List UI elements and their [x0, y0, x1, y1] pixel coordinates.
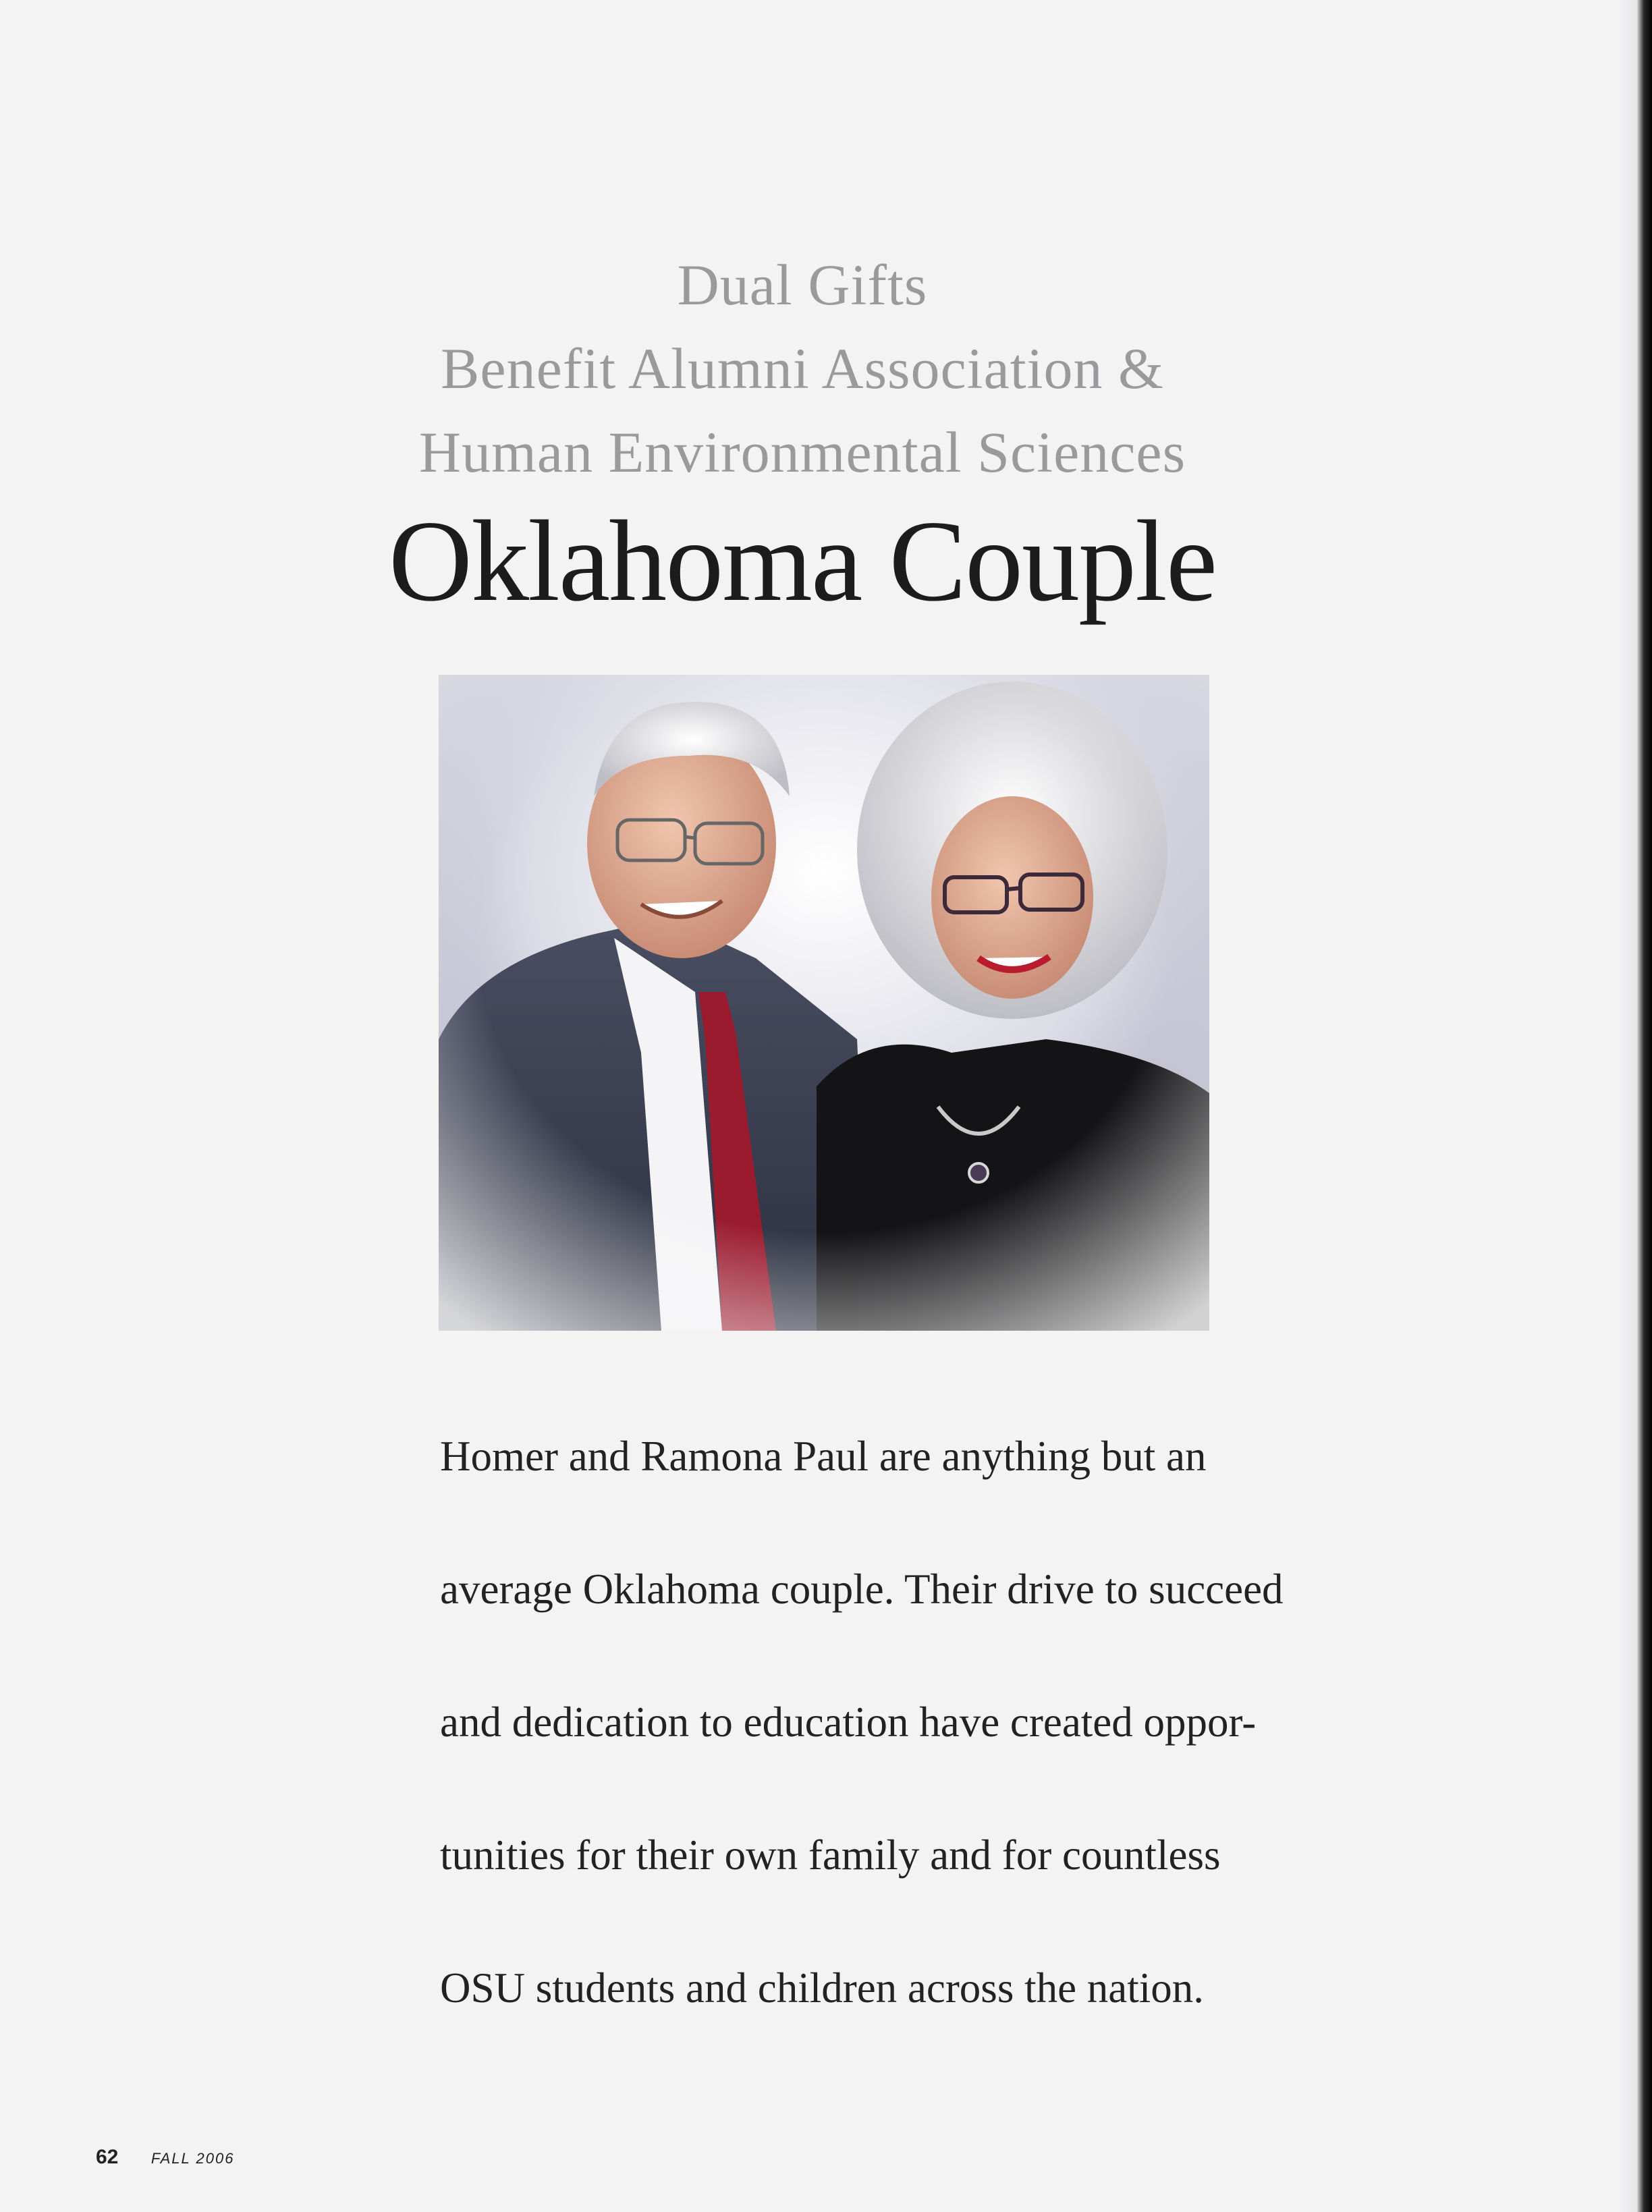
kicker-line-3: Human Environmental Sciences [418, 420, 1186, 485]
kicker-line-2: Benefit Alumni Association & [441, 336, 1164, 401]
body-line-2: average Oklahoma couple. Their drive to succeed [440, 1566, 1284, 1613]
body-line-1: Homer and Ramona Paul are anything but an [440, 1433, 1207, 1480]
couple-portrait-photo [439, 675, 1209, 1331]
body-line-4: tunities for their own family and for countless [440, 1831, 1221, 1879]
portrait-illustration [439, 675, 1209, 1331]
page-number: 62 [96, 2146, 119, 2168]
issue-label: FALL 2006 [150, 2150, 235, 2167]
headline-block [0, 243, 1652, 629]
article-title: Oklahoma Couple [388, 497, 1217, 626]
body-line-5: OSU students and children across the nation. [440, 1964, 1205, 2012]
body-line-3: and dedication to education have created oppor- [440, 1698, 1257, 1746]
kicker-line-1: Dual Gifts [677, 252, 928, 317]
article-intro [440, 1390, 1284, 2055]
page-folio [96, 2146, 234, 2169]
